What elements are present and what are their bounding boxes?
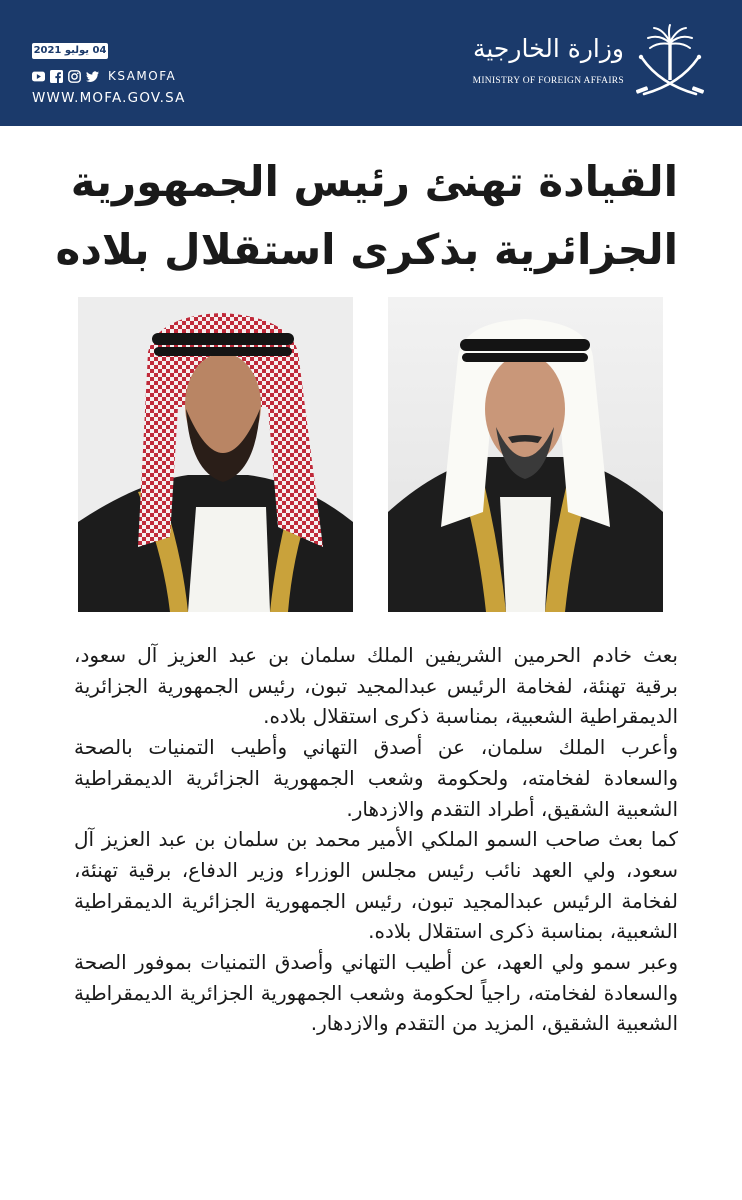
social-links: [32, 67, 176, 85]
ministry-name-english: MINISTRY OF FOREIGN AFFAIRS: [472, 76, 624, 86]
headline: القيادة تهنئ رئيس الجمهورية الجزائرية بذكرى استقلال بلاده: [55, 157, 678, 274]
crown-prince-portrait: [78, 297, 353, 612]
king-portrait: [388, 297, 663, 612]
paragraph: كما بعث صاحب السمو الملكي الأمير محمد بن سلمان بن عبد العزيز آل سعود، ولي العهد نائب رئيس مجلس الوزراء وزير الدفاع، برقية تهنئة، لفخامة الرئيس عبدالمجيد تبون، رئيس الجمهورية الجزائرية الديمقراطية الشعبية، بمناسبة ذكرى استقلال بلاده.: [74, 827, 678, 944]
date-badge: 04 يوليو 2021: [32, 43, 108, 59]
youtube-icon[interactable]: [32, 70, 45, 83]
facebook-icon[interactable]: [50, 70, 63, 83]
header-bar: [0, 0, 742, 126]
paragraph: بعث خادم الحرمين الشريفين الملك سلمان بن عبد العزيز آل سعود، برقية تهنئة، لفخامة الرئيس عبدالمجيد تبون، رئيس الجمهورية الجزائرية الديمقراطية الشعبية، بمناسبة ذكرى استقلال بلاده.: [74, 643, 678, 729]
website-link[interactable]: WWW.MOFA.GOV.SA: [32, 90, 186, 106]
ministry-name-arabic: وزارة الخارجية: [472, 34, 624, 63]
paragraph: وأعرب الملك سلمان، عن أصدق التهاني وأطيب التمنيات بالصحة والسعادة لفخامته، ولحكومة وشعب الجمهورية الجزائرية الديمقراطية الشعبية الشقيق، أطراد التقدم والازدهار.: [74, 735, 678, 821]
twitter-icon[interactable]: [86, 70, 99, 83]
article-body: [74, 640, 678, 1039]
social-handle: KSAMOFA: [108, 69, 177, 83]
paragraph: وعبر سمو ولي العهد، عن أطيب التهاني وأصدق التمنيات بموفور الصحة والسعادة لفخامته، راجياً لحكومة وشعب الجمهورية الجزائرية الديمقراطية الشعبية الشقيق، المزيد من التقدم والازدهار.: [74, 950, 678, 1036]
instagram-icon[interactable]: [68, 70, 81, 83]
saudi-emblem-icon: [630, 24, 710, 102]
